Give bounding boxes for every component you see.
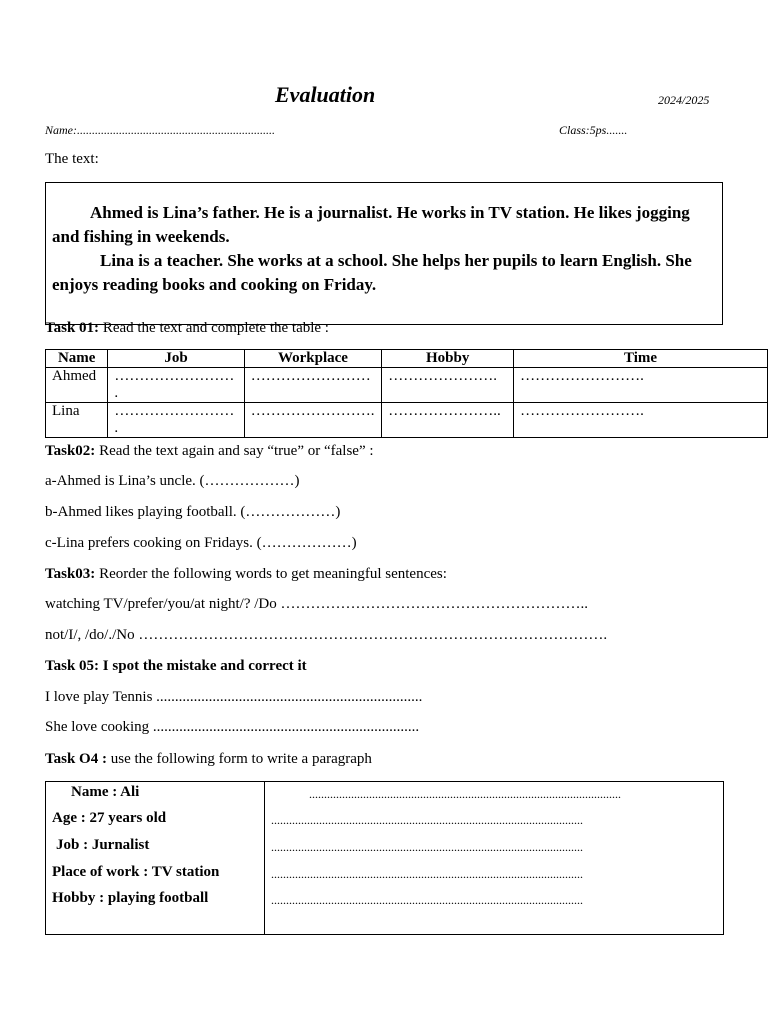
task01-instruction: Read the text and complete the table :: [99, 320, 329, 336]
table-cell[interactable]: …………………..: [382, 403, 514, 438]
task02-heading: [45, 443, 374, 460]
table-cell[interactable]: ……………………: [244, 368, 382, 403]
task01-heading: [45, 320, 329, 337]
task03-instruction: Reorder the following words to get meaningful sentences:: [95, 566, 447, 582]
column-header: Time: [514, 350, 768, 368]
task01-label: Task 01:: [45, 320, 100, 336]
task05-item-1: I love play Tennis .......................................................................: [45, 689, 423, 705]
task05-item-2: She love cooking .......................................................................: [45, 719, 420, 735]
task03-heading: [45, 566, 447, 583]
school-year: 2024/2025: [658, 93, 710, 107]
task03-label: Task03:: [45, 566, 96, 582]
table-cell[interactable]: …………………….: [514, 403, 768, 438]
reading-text-box: [45, 182, 723, 325]
form-job-dots[interactable]: ........................................................................................................: [271, 840, 583, 854]
table-cell[interactable]: …………………….: [244, 403, 382, 438]
reading-paragraph-1: Ahmed is Lina’s father. He is a journalist. He works in TV station. He likes jogging and fishing in weekends.: [52, 203, 690, 246]
task05-heading: Task 05: I spot the mistake and correct it: [45, 658, 307, 674]
task03-item-2: not/I/, /do/./No ………………………………………………………………………………….: [45, 627, 608, 643]
table-cell[interactable]: …………………… .: [108, 403, 244, 438]
task01-table: [45, 349, 768, 438]
form-name-label: Name : Ali: [71, 784, 140, 800]
table-cell[interactable]: …………………….: [514, 368, 768, 403]
form-workplace-dots[interactable]: ........................................................................................................: [271, 867, 583, 881]
form-age-label: Age : 27 years old: [52, 810, 167, 826]
column-header: Workplace: [244, 350, 382, 368]
form-hobby-label: Hobby : playing football: [52, 890, 209, 906]
table-row: [46, 403, 768, 438]
task03-item-1: watching TV/prefer/you/at night/? /Do ……………………………………………………..: [45, 596, 588, 612]
task02-instruction: Read the text again and say “true” or “false” :: [95, 443, 374, 459]
task04-form: [45, 781, 724, 935]
form-job-label: Job : Jurnalist: [56, 837, 150, 853]
table-row: [46, 368, 768, 403]
task04-instruction: use the following form to write a paragraph: [106, 751, 372, 767]
column-header: Job: [108, 350, 244, 368]
reading-paragraph-2: Lina is a teacher. She works at a school. She helps her pupils to learn English. She enjoys reading books and cooking on Friday.: [52, 251, 692, 294]
form-name-dots[interactable]: ........................................................................................................: [309, 787, 621, 801]
text-label: The text:: [45, 151, 99, 167]
task04-heading: [45, 751, 372, 768]
table-cell[interactable]: …………………… .: [108, 368, 244, 403]
class-field: Class:5ps.......: [559, 123, 628, 137]
table-cell: Lina: [46, 403, 108, 438]
form-age-dots[interactable]: ........................................................................................................: [271, 813, 583, 827]
task04-label: Task O4 :: [45, 751, 107, 767]
table-header-row: [46, 350, 768, 368]
task02-label: Task02:: [45, 443, 96, 459]
task02-item-c: c-Lina prefers cooking on Fridays. (………………): [45, 535, 357, 551]
table-cell: Ahmed: [46, 368, 108, 403]
student-name-field: Name:..................................................................: [45, 123, 275, 137]
table-cell[interactable]: ………………….: [382, 368, 514, 403]
form-hobby-dots[interactable]: ........................................................................................................: [271, 893, 583, 907]
task02-item-a: a-Ahmed is Lina’s uncle. (………………): [45, 473, 300, 489]
column-header: Hobby: [382, 350, 514, 368]
form-workplace-label: Place of work : TV station: [52, 864, 220, 880]
form-divider: [264, 782, 265, 934]
column-header: Name: [46, 350, 108, 368]
task02-item-b: b-Ahmed likes playing football. (………………): [45, 504, 341, 520]
page-title: Evaluation: [275, 82, 376, 107]
